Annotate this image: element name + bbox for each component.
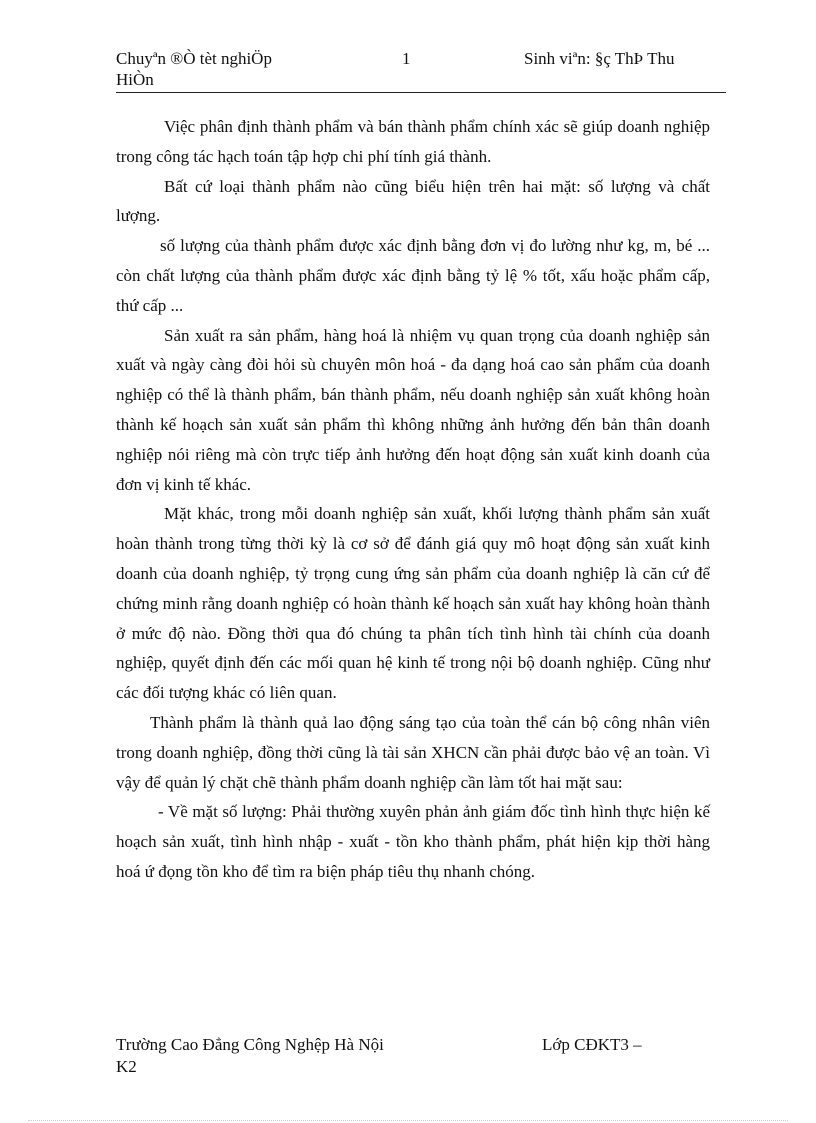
paragraph: Sản xuất ra sản phẩm, hàng hoá là nhiệm vụ quan trọng của doanh nghiệp sản xuất và ngày càng đòi hỏi sù chuyên môn hoá - đa dạng hoá cao sản phẩm của doanh nghiệp có thể là thành phẩm, bán thành phẩm, nếu doanh nghiệp sản xuất không hoàn thành kế hoạch sản xuất sản phẩm thì không những ảnh hưởng đến bản thân doanh nghiệp nói riêng mà còn trực tiếp ảnh hưởng đến hoạt động sản xuất kinh doanh của đơn vị kinh tế khác. [116, 325, 710, 494]
page-bottom-edge [28, 1120, 788, 1121]
paragraph: Bất cứ loại thành phẩm nào cũng biểu hiện trên hai mặt: số lượng và chất lượng. [116, 176, 710, 226]
footer-school-line-1: Trường Cao Đẳng Công Nghệp Hà Nội [116, 1035, 384, 1054]
header-title-line-2: HiÒn [116, 70, 154, 89]
document-body [116, 112, 710, 887]
footer-school-line-2: K2 [116, 1057, 137, 1076]
paragraph: Mặt khác, trong mỗi doanh nghiệp sản xuất, khối lượng thành phẩm sản xuất hoàn thành trong từng thời kỳ là cơ sở để đánh giá quy mô hoạt động sản xuất kinh doanh của doanh nghiệp, tỷ trọng cung ứng sản phẩm của doanh nghiệp là căn cứ để chứng minh rằng doanh nghiệp có hoàn thành kế hoạch sản xuất hay không hoàn thành ở mức độ nào. Đồng thời qua đó chúng ta phân tích tình hình tài chính của doanh nghiệp, quyết định đến các mối quan hệ kinh tế trong nội bộ doanh nghiệp. Cũng như các đối tượng khác có liên quan. [116, 504, 710, 703]
header-student-name: Sinh viªn: §ç ThÞ Thu [524, 49, 675, 68]
page-header [116, 48, 726, 92]
paragraph: - Về mặt số lượng: Phải thường xuyên phản ảnh giám đốc tình hình thực hiện kế hoạch sản xuất, tình hình nhập - xuất - tồn kho thành phẩm, phát hiện kịp thời hàng hoá ứ đọng tồn kho để tìm ra biện pháp tiêu thụ nhanh chóng. [116, 802, 710, 881]
paragraph: số lượng của thành phẩm được xác định bằng đơn vị đo lường như kg, m, bé ... còn chất lượng của thành phẩm được xác định bằng tỷ lệ % tốt, xấu hoặc phẩm cấp, thứ cấp ... [116, 236, 710, 315]
header-title-line-1: Chuyªn ®Ò tèt nghiÖp [116, 49, 272, 68]
page-number: 1 [402, 49, 411, 68]
header-document-title [116, 48, 316, 90]
footer-class-name: Lớp CĐKT3 – [542, 1035, 642, 1054]
paragraph: Thành phẩm là thành quả lao động sáng tạo của toàn thể cán bộ công nhân viên trong doanh nghiệp, đồng thời cũng là tài sản XHCN cần phải được bảo vệ an toàn. Vì vậy để quản lý chặt chẽ thành phẩm doanh nghiệp cần làm tốt hai mặt sau: [116, 712, 710, 792]
paragraph: Việc phân định thành phẩm và bán thành phẩm chính xác sẽ giúp doanh nghiệp trong công tác hạch toán tập hợp chi phí tính giá thành. [116, 117, 710, 166]
header-divider [116, 92, 726, 93]
footer-school-name [116, 1034, 436, 1078]
